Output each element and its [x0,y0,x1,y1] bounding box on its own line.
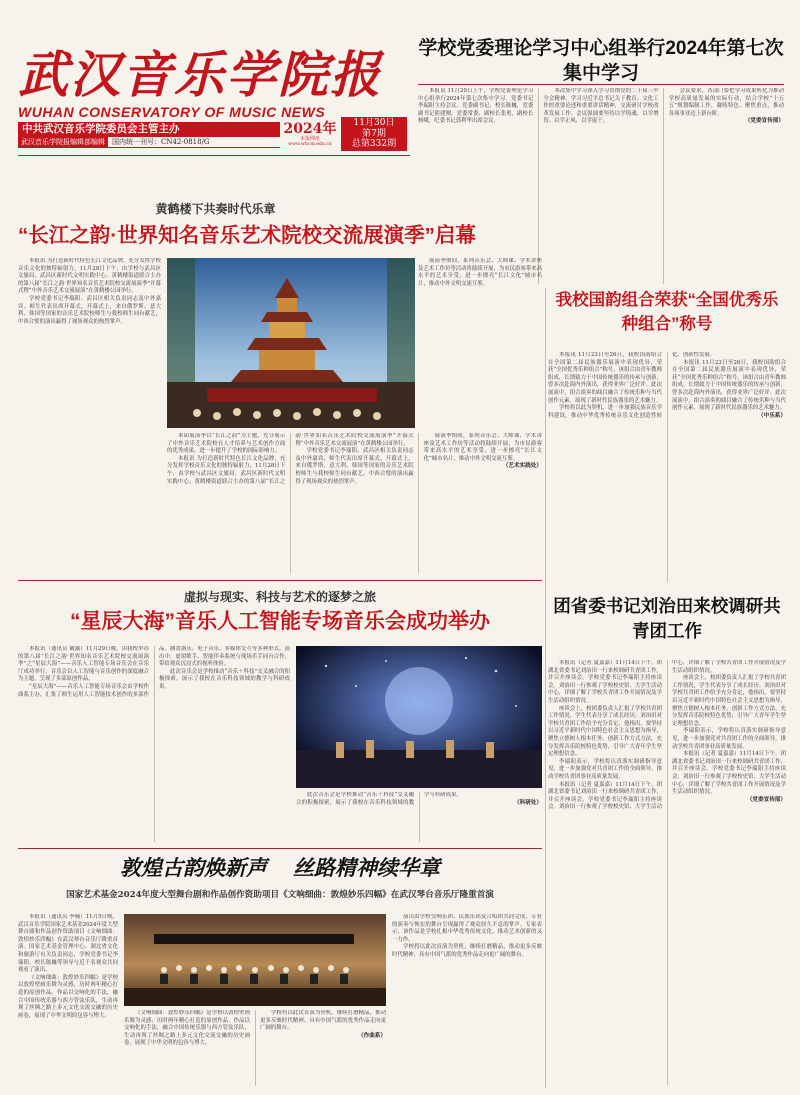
article6-paragraph: 学校将以此次首演为契机，继续打磨精品，推动更多反映时代精神、具有中国气派的优秀作品走向更广阔的舞台。 [260,1010,386,1032]
article2-column-bottom [167,433,542,573]
article1-paragraph: 本报讯 11月20日上午，学校党委理论学习中心组举行2024年第七次集中学习。党委书记李瑞阳主持会议。党委副书记、校长陈巍，党委副书记熊建刚，党委常委、副校长张勇，副校长杨曦，纪委书记郭利华出席会议。 [418,88,534,125]
year: 2024年 [283,121,337,137]
article5-title: 团省委书记刘治田来校调研共青团工作 [553,596,781,641]
article3-paragraph: 本报讯 11月23日至26日，我校国韵组合在全国第二届民族器乐展演中表现优异，荣获“全国优秀乐种组合”称号。该组合由青年教师组成，长期致力于中国传统器乐的传承与创新，曾多次赴海内外演出，获得业界广泛好评。此次展演中，组合演奏的曲目融合了传统乐种与当代创作元素，展现了新时代民族器乐的艺术魅力。 [548,352,662,404]
masthead-english: WUHAN CONSERVATORY OF MUSIC NEWS [18,104,326,120]
article1-paragraph: 本次集中学习深入学习贯彻党的二十届三中全会精神，学习习近平总书记关于教育、文化工作的重要论述和重要讲话精神，交流研讨学校改革发展工作。会议强调要坚持以学铸魂、以学增智、以学正风、以学促干。 [543,88,659,125]
article3-source: （中乐系） [758,412,786,419]
masthead-title: 武汉音乐学院报 [18,45,382,104]
article3-paragraph: 本报讯 11月23日至26日，我校国韵组合在全国第二届民族器乐展演中表现优异，荣获“全国优秀乐种组合”称号。该组合由青年教师组成，长期致力于中国传统器乐的传承与创新，曾多次赴海内外演出，获得业界广泛好评。此次展演中，组合演奏的曲目融合了传统乐种与当代创作元素，展现了新时代民族器乐的艺术魅力。 [672,359,786,412]
photo-concert-stage [296,646,542,788]
article6-subtitle: 国家艺术基金2024年度大型舞台剧和作品创作资助项目《文响细曲：敦煌妙乐四幅》在武汉琴台音乐厅隆重首演 [66,890,494,900]
article2-paragraph: 本届展演季以“长江之韵”为主题，充分展示了中外音乐艺术院校在人才培养与艺术创作方面的优秀成果，进一步提升了学校的国际影响力。 [167,433,286,455]
article4-body-left [18,646,290,842]
article3-title: 我校国韵组合荣获“全国优秀乐种组合”称号 [555,291,779,333]
article6-title [18,854,542,882]
article3-body [548,352,786,582]
article2-column-right [418,258,542,428]
article4-kicker: 虚拟与现实、科技与艺术的逐梦之旅 [183,590,376,604]
article2-paragraph: 本报讯 为打造新时代特色长江文化品牌，充分发挥学校音乐文化的独特辐射力，11月28日下午，由学校与武昌区文旅局、武昌区新时代文明实践中心、黄鹤楼街道联合主办的第八届“长江之韵·世界知名音乐艺术院校交流展演季”开幕式暨“中外音乐艺术交流展演”在黄鹤楼公园举行。 [18,258,161,295]
article2-paragraph: 学校党委书记李瑞阳、武昌区相关负责同志及中外嘉宾、师生代表出席开幕式。开幕式上，来自俄罗斯、意大利、韩国等国家的音乐艺术院校师生与我校师生同台献艺，中西合璧的演出赢得了现场观众的热烈掌声。 [18,295,161,325]
issue-number: 第7期 [362,128,386,139]
sponsor-label: 中共武汉音乐学院委员会主管主办 [18,122,280,137]
website-label: 本报网址 [299,136,320,142]
article4-paragraph: 此次音乐会是学校推动“音乐＋科技”交叉融合的积极探索，展示了我校在音乐科技领域的教学与科研成果。 [296,792,462,806]
masthead-year-box [281,122,339,148]
article5-paragraph: 座谈会上，校团委负责人汇报了学校共青团工作情况，学生代表分享了成长经历。刘治田对学校共青团工作给予充分肯定，他指出，要坚持以习近平新时代中国特色社会主义思想为指导，聚焦立德树人根本任务，创新工作方式方法，充分发挥音乐院校特色优势，引导广大青年学生坚定理想信念。 [672,675,786,727]
stage-illustration [296,646,542,788]
article4-title: “星辰大海”音乐人工智能专场音乐会成功举办 [70,610,490,633]
article6-column-right [392,914,542,1086]
article3-paragraph: 学校将以此为契机，进一步加强民族音乐学科建设，推动中华优秀传统音乐文化创造性转化、创新性发展。 [548,352,716,419]
article1-body [418,88,784,284]
article6-source: （作曲系） [358,1032,386,1039]
article2-source: （艺术实践处） [502,463,542,470]
article6-paragraph: 《文响细曲：敦煌妙乐四幅》是学校以敦煌壁画乐舞为灵感，历时两年精心打造的原创作品。作品以交响化的手法，融合中国传统乐器与西方管弦乐队，生动再现了丝绸之路上多元文化交流交融的历史画卷，展现了中华文明的包容与博大。 [18,974,118,1019]
article5-paragraph: 本报讯（记者 夏嘉嘉）11月14日下午，团湖北省委书记刘治田一行来校调研共青团工作，并召开座谈会。学校党委书记李瑞阳主持座谈会。刘治田一行参观了学校校史馆、大学生活动中心，详细了解了学校共青团工作开展情况及学生活动组织情况。 [548,660,662,704]
article6-title-right: 丝路精神续华章 [293,855,440,880]
masthead-info-left [18,122,280,148]
article4-source: （科研处） [514,799,542,806]
article5-paragraph: 李瑞阳表示，学校将认真落实调研指导意见，进一步加强党对共青团工作的全面领导，推动学校共青团事业高质量发展。 [548,758,662,780]
article4-paragraph: 本报讯（通讯员 戴露）11月29日晚，由我校举办的第八届“长江之韵·世界知名音乐艺术院校交流展演季”之“星辰大海”——音乐人工智能专场音乐会在音乐厅成功举行。音乐会以人工智能与音乐创作的深度融合为主题，呈现了多部原创作品。 [18,646,149,683]
article6-column-left [18,914,118,1086]
article1-source: （党委宣传部） [744,118,784,125]
article5-body [548,660,786,1085]
article5-paragraph: 李瑞阳表示，学校将认真落实调研指导意见，进一步加强党对共青团工作的全面领导，推动学校共青团事业高质量发展。 [672,728,786,750]
article5-paragraph: 本报讯（记者 夏嘉嘉）11月14日下午，团湖北省委书记刘治田一行来校调研共青团工作，并召开座谈会。学校党委书记李瑞阳主持座谈会。刘治田一行参观了学校校史馆、大学生活动中心，详细了解了学校共青团工作开展情况及学生活动组织情况。 [548,660,786,811]
article6-paragraph: 学校将以此次首演为契机，继续打磨精品，推动更多反映时代精神、具有中国气派的优秀作品走向更广阔的舞台。 [392,944,542,958]
article4-body-right [296,792,542,842]
article2-kicker: 黄鹤楼下共奏时代乐章 [155,202,276,216]
article2-paragraph: 展演季期间，系列音乐会、大师课、学术讲座及艺术工作坊等活动将陆续开展，为市民游客带来高水平的艺术享受，进一步擦亮“长江文化”城市名片，推动中外文明交流互鉴。 [423,433,542,462]
tower-illustration [167,258,415,428]
article4-paragraph: “星辰大海”——音乐人工智能专场音乐会由学校作曲系主办，汇集了师生运用人工智能技术创作的多部作品，涵盖器乐、电子音乐、多媒体交互等多种形式。演出中，虚拟歌手、智能伴奏系统与现场乐手同台合作，带给观众沉浸式的视听体验。 [18,646,290,698]
article6-paragraph: 演出由学校交响乐团、民族乐团及合唱团共同完成，专业的演奏与恢宏的舞台呈现赢得了观众经久不息的掌声。专家表示，该作品是学校扎根中华优秀传统文化、推动艺术创新的又一力作。 [392,914,542,943]
article2-paragraph: 本报讯 为打造新时代特色长江文化品牌，充分发挥学校音乐文化的独特辐射力，11月28日下午，由学校与武昌区文旅局、武昌区新时代文明实践中心、黄鹤楼街道联合主办的第八届“长江之韵·世界知名音乐艺术院校交流展演季”开幕式暨“中外音乐艺术交流展演”在黄鹤楼公园举行。 [167,433,414,485]
photo-dunhuang-premiere [124,914,386,1006]
article6-column-bottom [124,1010,386,1086]
article6-paragraph: 本报讯（通讯员 李楠）11月5日晚，武汉音乐学院国家艺术基金2024年度大型舞台剧和作品创作资助项目《文响细曲：敦煌妙乐四幅》在武汉琴台音乐厅隆重首演。国家艺术基金管理中心、湖北省文化和旅游厅有关负责同志，学校党委书记李瑞阳，校长陈巍等领导与近千名观众共同观看了演出。 [18,914,118,974]
photo-yellow-crane-tower [167,258,415,428]
issue-date: 11月30日 [353,118,395,128]
website: www.whcm.edu.cn [288,142,332,147]
cn-number: 国内统一刊号：CN42-0818/G [112,138,210,146]
article2-paragraph: 学校党委书记李瑞阳、武昌区相关负责同志及中外嘉宾、师生代表出席开幕式。开幕式上，来自俄罗斯、意大利、韩国等国家的音乐艺术院校师生与我校师生同台献艺，中西合璧的演出赢得了现场观众的热烈掌声。 [295,448,414,485]
issue-box [341,117,407,151]
article4-paragraph: 此次音乐会是学校推动“音乐＋科技”交叉融合的积极探索，展示了我校在音乐科技领域的教学与科研成果。 [159,668,290,690]
article5-source: （党委宣传部） [746,796,786,803]
masthead-subline [18,137,280,148]
article1-title: 学校党委理论学习中心组举行2024年第七次集中学习 [418,38,784,84]
orchestra-illustration [124,914,386,1006]
article5-paragraph: 本报讯（记者 夏嘉嘉）11月14日下午，团湖北省委书记刘治田一行来校调研共青团工作，并召开座谈会。学校党委书记李瑞阳主持座谈会。刘治田一行参观了学校校史馆、大学生活动中心，详细了解了学校共青团工作开展情况及学生活动组织情况。 [672,751,786,796]
publisher-label: 武汉音乐学院报编辑部编辑 [18,137,108,147]
article1-paragraph: 会议要求，各部门要把学习成果转化为推动学校高质量发展的实际行动，结合学校“十五五”规划编制工作，凝练特色、聚焦重点，推动各项事业迈上新台阶。 [668,88,784,117]
article2-paragraph: 展演季期间，系列音乐会、大师课、学术讲座及艺术工作坊等活动将陆续开展，为市民游客带来高水平的艺术享受，进一步擦亮“长江文化”城市名片，推动中外文明交流互鉴。 [418,258,542,287]
article6-title-left: 敦煌古韵焕新声 [120,855,267,880]
article5-paragraph: 座谈会上，校团委负责人汇报了学校共青团工作情况，学生代表分享了成长经历。刘治田对学校共青团工作给予充分肯定，他指出，要坚持以习近平新时代中国特色社会主义思想为指导，聚焦立德树人根本任务，创新工作方式方法，充分发挥音乐院校特色优势，引导广大青年学生坚定理想信念。 [548,705,662,758]
issue-total: 总第332期 [351,139,397,150]
article6-paragraph: 《文响细曲：敦煌妙乐四幅》是学校以敦煌壁画乐舞为灵感，历时两年精心打造的原创作品。作品以交响化的手法，融合中国传统乐器与西方管弦乐队，生动再现了丝绸之路上多元文化交流交融的历史画卷，展现了中华文明的包容与博大。 [124,1010,250,1047]
article2-column-left [18,258,161,566]
article2-title: “长江之韵·世界知名音乐艺术院校交流展演季”启幕 [18,224,476,247]
